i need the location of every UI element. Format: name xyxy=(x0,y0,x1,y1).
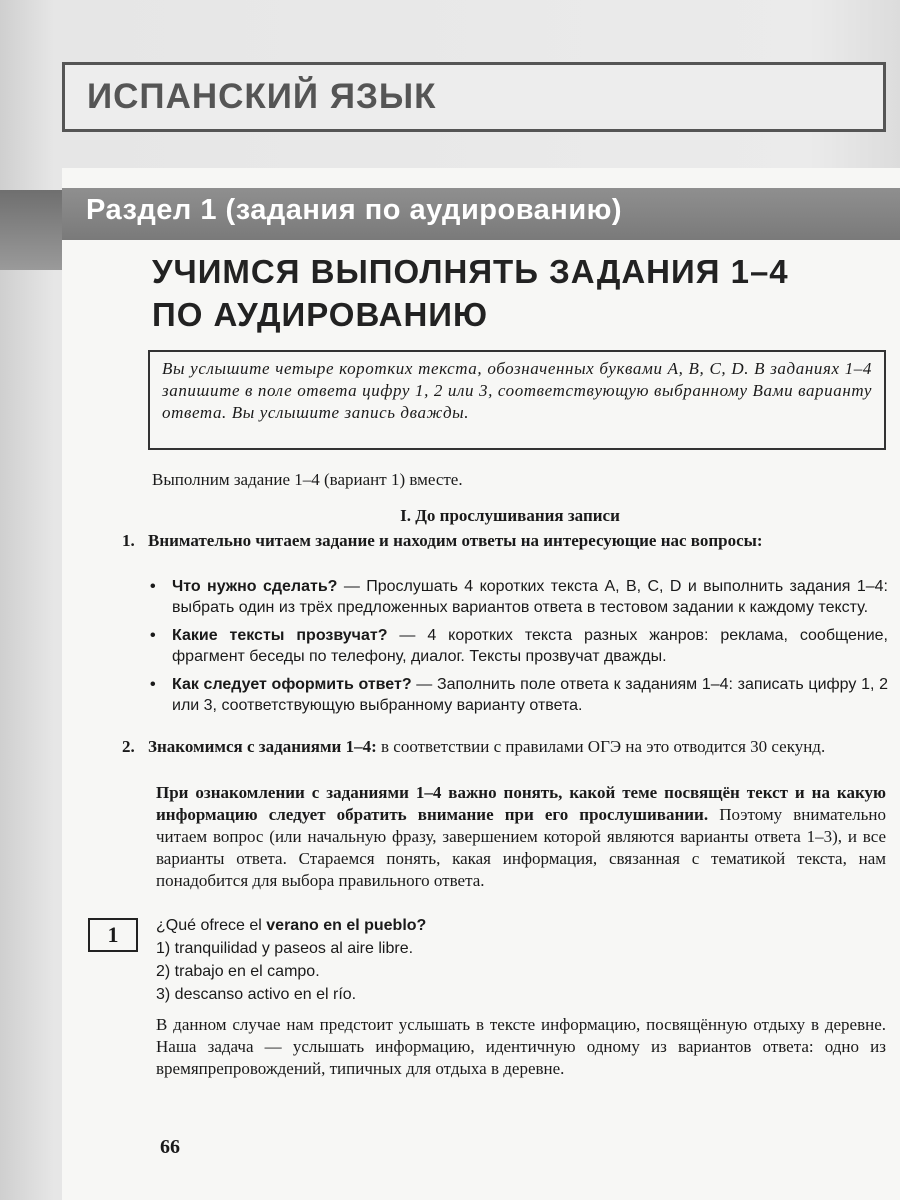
bullet-answer: — 4 коротких текста разных жанров: реклама, сообщение, фрагмент беседы по телефону, диалог. Тексты прозвучат дважды. xyxy=(172,627,888,665)
bullet-question: Какие тексты прозвучат? xyxy=(172,627,388,644)
explanation-paragraph xyxy=(156,782,886,892)
paragraph-text: Поэтому внимательно читаем вопрос (или начальную фразу, завершением которой являются варианты ответа 1–3), и все варианты ответа. Стараемся понять, какая информация, связанная с тематикой текста, нам понадобится для выбора правильного ответа. xyxy=(156,805,886,890)
step-2 xyxy=(122,736,886,758)
step-number: 2. xyxy=(122,737,135,756)
list-item xyxy=(148,674,888,716)
heading-line: ПО АУДИРОВАНИЮ xyxy=(152,296,489,333)
emphasis-text: При ознакомлении с заданиями 1–4 важно понять, какой теме посвящён текст и на какую информацию следует обратить внимание при его прослушивании. xyxy=(156,783,886,824)
heading-line: УЧИМСЯ ВЫПОЛНЯТЬ ЗАДАНИЯ 1–4 xyxy=(152,253,789,290)
bullet-question: Как следует оформить ответ? xyxy=(172,676,412,693)
page-edge-shadow xyxy=(0,190,62,270)
question-list xyxy=(148,576,888,723)
list-item xyxy=(148,576,888,618)
bullet-answer: — Заполнить поле ответа к заданиям 1–4: записать цифру 1, 2 или 3, соответствующую выбранному варианту ответа. xyxy=(172,676,888,714)
section-band xyxy=(62,188,900,240)
subject-header-box xyxy=(62,62,886,132)
subject-title: ИСПАНСКИЙ ЯЗЫК xyxy=(87,77,437,116)
task-block xyxy=(156,914,856,1006)
intro-text: Выполним задание 1–4 (вариант 1) вместе. xyxy=(152,470,463,489)
step-bold-text: Знакомимся с заданиями 1–4: xyxy=(148,737,377,756)
task-question xyxy=(156,914,856,937)
page-number: 66 xyxy=(160,1136,180,1158)
bullet-answer: — Прослушать 4 коротких текста A, B, C, D и выполнить задания 1–4: выбрать один из трёх предложенных вариантов ответа в тестовом задании к каждому тексту. xyxy=(172,578,889,616)
instruction-box: Вы услышите четыре коротких текста, обозначенных буквами A, B, C, D. В заданиях 1–4 запишите в поле ответа цифру 1, 2 или 3, соответствующую выбранному Вами варианту ответа. Вы услышите запись дважды. xyxy=(148,350,886,450)
conclusion-paragraph: В данном случае нам предстоит услышать в тексте информацию, посвящённую отдыху в деревне. Наша задача — услышать информацию, идентичную одному из вариантов ответа: одно из времяпрепровождений, типичных для отдыха в деревне. xyxy=(156,1015,886,1078)
task-number-box: 1 xyxy=(88,918,138,952)
part-title: I. До прослушивания записи xyxy=(400,506,620,525)
lesson-heading xyxy=(152,250,882,336)
step-text: Внимательно читаем задание и находим ответы на интересующие нас вопросы: xyxy=(148,531,763,550)
task-option: 3) descanso activo en el río. xyxy=(156,986,357,1003)
step-number: 1. xyxy=(122,531,135,550)
task-option: 1) tranquilidad y paseos al aire libre. xyxy=(156,940,414,957)
step-1 xyxy=(122,530,886,552)
step-text: в соответствии с правилами ОГЭ на это отводится 30 секунд. xyxy=(376,737,826,756)
question-text: ¿Qué ofrece el xyxy=(156,917,267,934)
bullet-question: Что нужно сделать? xyxy=(172,578,338,595)
list-item xyxy=(148,625,888,667)
question-bold-text: verano en el pueblo? xyxy=(266,917,427,934)
task-option: 2) trabajo en el campo. xyxy=(156,963,320,980)
section-title: Раздел 1 (задания по аудированию) xyxy=(86,194,623,226)
